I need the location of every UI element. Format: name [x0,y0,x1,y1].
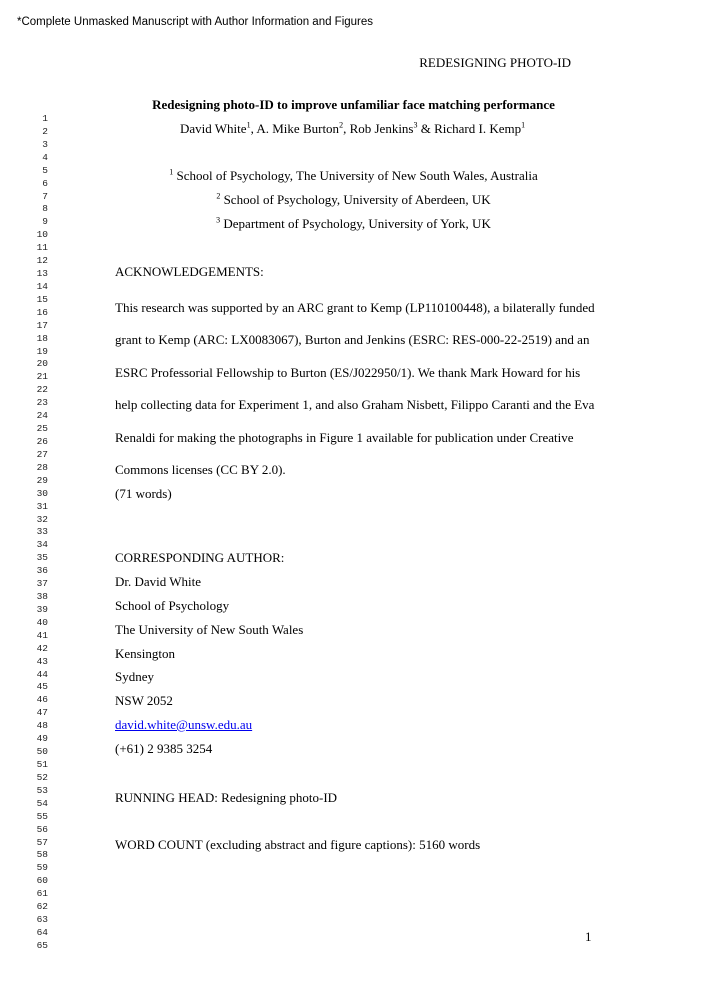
line-number: 60 [36,875,48,887]
affiliation-mark: 2 [216,191,221,201]
contact-department: School of Psychology [115,598,230,613]
line-number: 24 [36,410,48,422]
author-name: Rob Jenkins [349,121,414,136]
manuscript-note: *Complete Unmasked Manuscript with Author Information and Figures [17,16,374,28]
line-number: 12 [36,255,48,267]
line-number: 46 [36,694,48,706]
line-number: 10 [36,229,48,241]
line-number: 53 [36,784,48,796]
corresponding-author-heading: CORRESPONDING AUTHOR: [115,550,285,565]
line-number: 14 [36,280,48,292]
contact-name: Dr. David White [115,574,202,589]
affiliation-mark: 1 [169,167,174,177]
line-number: 22 [36,384,48,396]
line-number: 50 [36,746,48,758]
author-name: Richard I. Kemp [434,121,522,136]
line-number: 51 [36,759,48,770]
contact-city: Sydney [115,669,154,684]
line-number: 1 [42,113,48,124]
acknowledgements-word-count: (71 words) [115,486,172,501]
author-separator: & [417,121,435,136]
line-number: 40 [36,616,48,628]
line-number: 41 [36,629,48,641]
affiliation-3 [0,216,707,232]
line-number: 16 [36,306,48,318]
line-number: 58 [36,849,48,861]
author-affiliation-mark: 3 [413,120,418,130]
author-separator: , [343,121,350,136]
author-affiliation-mark: 1 [246,120,251,130]
contact-email-link[interactable]: david.white@unsw.edu.au [115,717,253,732]
line-number: 23 [36,397,48,409]
line-number: 7 [42,190,48,202]
line-number: 15 [36,293,48,305]
line-number: 3 [42,138,48,150]
contact-postcode: NSW 2052 [115,693,173,708]
line-number: 31 [36,500,48,512]
contact-suburb: Kensington [115,646,175,661]
contact-university: The University of New South Wales [115,622,304,637]
line-number: 62 [36,901,48,913]
line-number: 47 [36,707,48,719]
word-count-line: WORD COUNT (excluding abstract and figure captions): 5160 words [115,837,481,852]
line-number: 54 [36,797,48,809]
line-number: 37 [36,578,48,590]
line-number: 65 [36,939,48,951]
author-name: A. Mike Burton [256,121,340,136]
affiliation-1 [0,164,707,184]
line-number: 56 [36,823,48,835]
line-number: 20 [36,358,48,370]
line-number: 21 [36,371,48,383]
line-number: 17 [36,319,48,331]
line-number: 30 [36,487,48,499]
line-number: 45 [36,681,48,693]
line-number: 4 [42,151,48,163]
author-affiliation-mark: 2 [339,120,344,130]
line-number: 32 [36,513,48,525]
line-number: 18 [36,332,48,344]
author-separator: , [250,121,257,136]
acknowledgements-heading: ACKNOWLEDGEMENTS: [115,264,264,279]
line-number: 43 [36,655,48,667]
line-number: 33 [36,526,48,538]
line-number: 44 [36,668,48,680]
affiliation-text: Department of Psychology, University of York, UK [220,216,491,231]
acknowledgements-body [115,292,595,486]
line-number: 42 [36,642,48,654]
line-number: 11 [36,242,48,254]
line-number: 6 [42,177,48,189]
line-number: 39 [36,603,48,615]
affiliation-2 [0,192,707,208]
line-number: 29 [36,474,48,486]
line-number: 55 [36,810,48,822]
running-head-line: RUNNING HEAD: Redesigning photo-ID [115,790,338,805]
author-list [180,121,525,137]
line-number: 63 [36,914,48,926]
line-number: 61 [36,888,48,900]
line-number: 49 [36,733,48,745]
running-head: REDESIGNING PHOTO-ID [419,55,571,70]
affiliation-text: School of Psychology, The University of New South Wales, Australia [173,168,538,183]
line-number: 13 [36,268,48,280]
line-number: 5 [42,164,48,176]
line-number: 38 [36,591,48,603]
line-number: 64 [36,926,48,938]
line-number: 34 [36,539,48,551]
line-number: 25 [36,423,48,435]
line-number: 27 [36,448,48,460]
acknowledgements-text: This research was supported by an ARC grant to Kemp (LP110100448), a bilaterally funded grant to Kemp (ARC: LX0083067), Burton and Jenkins (ESRC: RES-000-22-2519) and an ESRC Professorial Fellowship to Burton (ES/J022950/1). We thank Mark Howard for his help collecting data for Experiment 1, and also Graham Nisbett, Filippo Caranti and the Eva Renaldi for making the photographs in Figure 1 available for publication under Creative Commons licenses (CC BY 2.0). [115,300,595,478]
line-number: 26 [36,436,48,447]
line-number: 57 [36,836,48,848]
line-number: 52 [36,771,48,783]
author-affiliation-mark: 1 [521,120,526,130]
paper-title: Redesigning photo-ID to improve unfamiliar face matching performance [152,97,555,112]
line-number: 36 [36,565,48,577]
line-number: 2 [42,125,48,137]
line-number: 35 [36,552,48,564]
line-number: 9 [42,216,48,228]
author-name: David White [180,121,247,136]
line-number: 59 [36,862,48,874]
affiliation-text: School of Psychology, University of Aberdeen, UK [220,192,491,207]
line-number: 48 [36,720,48,732]
contact-phone: (+61) 2 9385 3254 [115,741,213,756]
line-number: 8 [42,203,48,215]
line-number: 28 [36,461,48,473]
affiliation-mark: 3 [216,215,221,225]
page-number: 1 [585,929,592,944]
line-number: 19 [36,345,48,357]
